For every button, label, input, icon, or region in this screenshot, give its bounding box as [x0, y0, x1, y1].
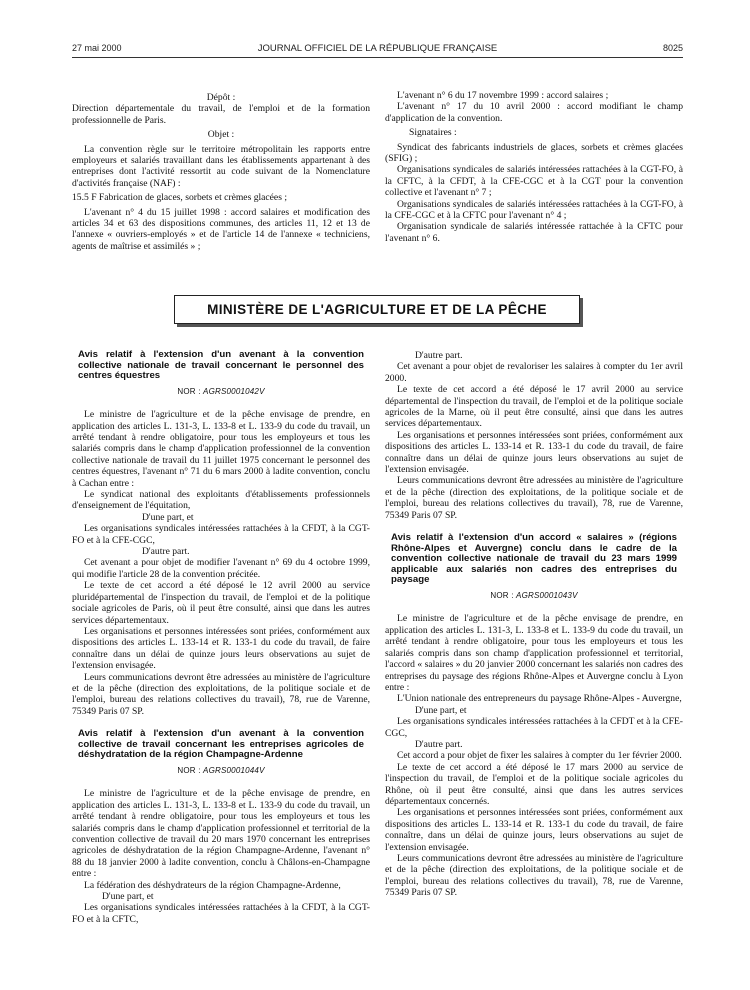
avis-paragraph: Les organisations et personnes intéressées sont priées, conformément aux dispositions des articles L. 133-14 et R. 133-1 du code du travail, de faire connaître, dans un délai de quinze jours, leurs observations au sujet de l'extension envisagée.	[385, 807, 683, 853]
avis-paragraph: Leurs communications devront être adressées au ministère de l'agriculture et de la pêche (direction des exploitations, de la politique sociale et de l'emploi, bureau des relations collectives du travail), 78, rue de Varenne, 75349 Paris 07 SP.	[385, 853, 683, 899]
avis-paragraph: Le texte de cet accord a été déposé le 12 avril 2000 au service pluridépartemental de l'inspection du travail, de l'emploi et de la politique sociale agricoles de Paris, où il peut être consulté, ainsi que dans les autres services départementaux.	[72, 580, 370, 626]
avis-paragraph: Les organisations et personnes intéressées sont priées, conformément aux dispositions des articles L. 133-14 et R. 133-1 du code du travail, de faire connaître dans un délai de quinze jours leurs observations au sujet de l'extension envisagée.	[72, 625, 370, 672]
nor-code: AGRS0001043V	[516, 591, 578, 601]
running-header	[72, 43, 683, 56]
objet-text: La convention règle sur le territoire métropolitain les rapports entre employeurs et salariés travaillant dans les établissements appartenant à des entreprises dont l'activité ressortit au code suivant de la Nomenclature d'activités française (NAF) :	[72, 143, 370, 189]
avis-paragraph: Cet accord a pour objet de fixer les salaires à compter du 1er février 2000.	[397, 750, 682, 762]
nor-reference	[72, 386, 370, 397]
ministry-title: MINISTÈRE DE L'AGRICULTURE ET DE LA PÊCHE	[207, 302, 547, 317]
objet-label: Objet :	[207, 129, 235, 141]
top-right-column	[385, 90, 683, 244]
avis-title: Avis relatif à l'extension d'un avenant à la convention collective de travail concernant les entreprises agricoles de déshydratation de la région Champagne-Ardenne	[78, 728, 364, 761]
nor-code: AGRS0001042V	[203, 386, 265, 396]
avis-paragraph: D'une part, et	[142, 511, 194, 523]
avis-paragraph: Leurs communications devront être adressées au ministère de l'agriculture et de la pêche (direction des exploitations, de la politique sociale et de l'emploi, bureau des relations collectives du travail), 78, rue de Varenne, 75349 Paris 07 SP.	[72, 671, 370, 717]
nor-label: NOR :	[177, 386, 204, 396]
nor-label: NOR :	[490, 591, 517, 601]
avis-paragraph: La fédération des déshydrateurs de la région Champagne-Ardenne,	[84, 879, 341, 891]
avenant-4: L'avenant n° 4 du 15 juillet 1998 : accord salaires et modification des articles 34 et 63 des dispositions communes, des articles 11, 12 et 13 de l'annexe « ouvriers-employés » et de l'article 14 de l'annexe « techniciens, agents de maîtrise et assimilés » ;	[72, 206, 370, 252]
avis-title: Avis relatif à l'extension d'un accord « salaires » (régions Rhône-Alpes et Auvergne) conclu dans le cadre de la convention collective nationale de travail du 23 mars 1999 applicable aux salariés non cadres des entreprises du paysage	[391, 532, 677, 586]
top-left-column	[72, 92, 370, 252]
avis-paragraph: Le ministre de l'agriculture et de la pêche envisage de prendre, en application des articles L. 131-3, L. 133-8 et L. 133-9 du code du travail, un arrêté tendant à rendre obligatoire, pour tous les employeurs et tous les salariés compris dans le champ d'application professionnel de la convention collective nationale de travail du 11 juillet 1975 concernant le personnel des centres équestres, l'avenant n° 71 du 6 mars 2000 à ladite convention, conclu à Cachan entre :	[72, 409, 370, 489]
depot-text: Direction départementale du travail, de l'emploi et de la formation professionnelle de Paris.	[72, 103, 370, 126]
avis-paragraph: Cet avenant a pour objet de modifier l'avenant n° 69 du 4 octobre 1999, qui modifie l'article 28 de la convention précitée.	[72, 557, 370, 580]
avis-paragraph: Les organisations syndicales intéressées rattachées à la CFDT, à la CGT-FO et à la CFTC,	[72, 902, 370, 925]
avis-paragraph: D'une part, et	[415, 704, 467, 716]
nor-code: AGRS0001044V	[203, 765, 265, 775]
avis-paragraph: Le ministre de l'agriculture et de la pêche envisage de prendre, en application des articles L. 131-3, L. 133-8 et L. 133-9 du code du travail, un arrêté tendant à rendre obligatoire, pour tous les employeurs et tous les salariés compris dans son champ d'application professionnel et territorial, l'accord « salaires » du 20 janvier 2000 concernant les salariés non cadres des entreprises du paysage des régions Rhône-Alpes et Auvergne conclu à Lyon entre :	[385, 613, 683, 693]
avis-paragraph: Les organisations et personnes intéressées sont priées, conformément aux dispositions des articles L. 133-14 et R. 133-1 du code du travail, de faire connaître dans un délai de quinze jours leurs observations au sujet de l'extension envisagée.	[385, 429, 683, 476]
avis-paragraph: Le texte de cet accord a été déposé le 17 avril 2000 au service départemental de l'inspection du travail, de l'emploi et de la politique sociale agricoles de la Marne, où il peut être consulté, ainsi que dans les autres services départementaux.	[385, 384, 683, 430]
avis-champagne-ardenne-continued	[385, 350, 683, 521]
lower-left-column	[72, 350, 370, 925]
avis-entreprises-paysage	[385, 533, 683, 899]
avis-paragraph: Les organisations syndicales intéressées rattachées à la CFDT et à la CFE-CGC,	[385, 716, 683, 739]
naf-code: 15.5 F Fabrication de glaces, sorbets et crèmes glacées ;	[72, 192, 287, 204]
avis-paragraph: D'autre part.	[415, 738, 463, 750]
avis-paragraph: D'autre part.	[415, 350, 463, 361]
depot-label: Dépôt :	[206, 92, 236, 103]
avis-paragraph: D'autre part.	[142, 546, 190, 558]
avis-centres-equestres	[72, 350, 370, 717]
avis-paragraph: Le syndicat national des exploitants d'établissements professionnels d'enseignement de l'équitation,	[72, 489, 370, 512]
avis-paragraph: Cet avenant a pour objet de revaloriser les salaires à compter du 1er avril 2000.	[385, 361, 683, 384]
organisations-1: Organisations syndicales de salariés intéressées rattachées à la CGT-FO, à la CFTC, à la CFDT, à la CFE-CGC et à la CGT pour la convention collective et l'avenant n° 7 ;	[385, 164, 683, 199]
avis-paragraph: D'une part, et	[102, 891, 154, 902]
nor-label: NOR :	[177, 765, 204, 775]
avis-paragraph: Leurs communications devront être adressées au ministère de l'agriculture et de la pêche (direction des exploitations, de la politique sociale et de l'emploi, bureau des relations collectives du travail), 78, rue de Varenne, 75349 Paris 07 SP.	[385, 475, 683, 521]
signataires-label: Signataires :	[409, 127, 457, 139]
journal-title: JOURNAL OFFICIEL DE LA RÉPUBLIQUE FRANÇAISE	[257, 43, 498, 54]
syndicat-sfig: Syndicat des fabricants industriels de glaces, sorbets et crèmes glacées (SFIG) ;	[385, 141, 683, 165]
issue-date: 27 mai 2000	[72, 43, 122, 53]
avis-paragraph: L'Union nationale des entrepreneurs du paysage Rhône-Alpes - Auvergne,	[397, 693, 682, 705]
organisations-2: Organisations syndicales de salariés intéressées rattachées à la CGT-FO, à la CFE-CGC et à la CFTC pour l'avenant n° 4 ;	[385, 198, 683, 222]
nor-reference	[72, 765, 370, 776]
avis-paragraph: Les organisations syndicales intéressées rattachées à la CFDT, à la CGT-FO et à la CFE-CGC,	[72, 523, 370, 546]
page-number: 8025	[662, 43, 683, 53]
header-rule	[72, 57, 683, 58]
organisations-3: Organisation syndicale de salariés intéressée rattachée à la CFTC pour l'avenant n° 6.	[385, 221, 683, 244]
ministry-banner	[174, 295, 580, 324]
avis-champagne-ardenne	[72, 729, 370, 925]
avenant-6: L'avenant n° 6 du 17 novembre 1999 : accord salaires ;	[397, 90, 609, 101]
lower-right-column	[385, 350, 683, 899]
avenant-17: L'avenant n° 17 du 10 avril 2000 : accord modifiant le champ d'application de la convention.	[385, 101, 683, 124]
avis-title: Avis relatif à l'extension d'un avenant à la convention collective nationale de travail concernant le personnel des centres équestres	[78, 349, 364, 382]
nor-reference	[385, 590, 683, 601]
avis-paragraph: Le texte de cet accord a été déposé le 17 mars 2000 au service de l'inspection du travail, de l'emploi et de la politique sociale agricoles du Rhône, où il peut être consulté, ainsi que dans les autres services départementaux concernés.	[385, 761, 683, 807]
avis-paragraph: Le ministre de l'agriculture et de la pêche envisage de prendre, en application des articles L. 131-3, L. 133-8 et L. 133-9 du code du travail, un arrêté tendant à rendre obligatoire, pour tous les employeurs et tous les salariés compris dans le champ d'application professionnel et territorial de la convention collective de travail du 20 mars 1970 concernant les entreprises agricoles de déshydratation de la région Champagne-Ardenne, l'avenant n° 88 du 18 janvier 2000 à ladite convention, conclu à Châlons-en-Champagne entre :	[72, 788, 370, 880]
